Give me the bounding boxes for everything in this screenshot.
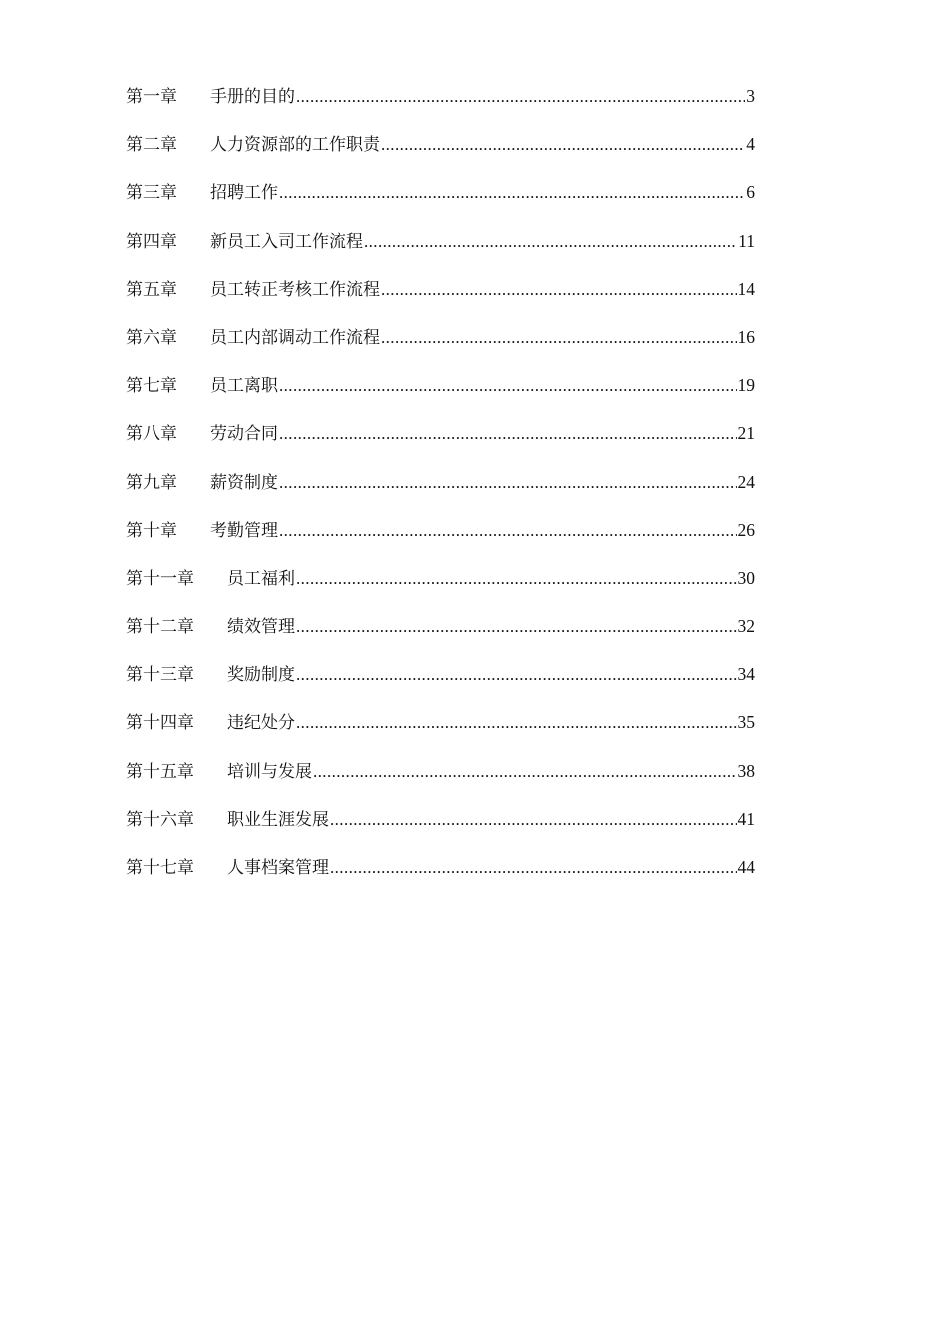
toc-page-number: 35 [737,712,755,733]
toc-dot-leader [296,663,737,687]
toc-chapter-title: 考勤管理 [210,520,278,541]
toc-chapter-title: 薪资制度 [210,472,278,493]
toc-chapter-title: 职业生涯发展 [227,809,329,830]
toc-entry[interactable] [126,325,755,373]
toc-chapter-title: 员工福利 [227,568,295,589]
toc-chapter-title: 招聘工作 [210,183,278,204]
toc-chapter-title: 人事档案管理 [227,858,329,878]
toc-chapter-title: 员工离职 [210,376,278,397]
toc-page-number: 19 [737,375,755,396]
toc-dot-leader [279,471,737,495]
toc-entry[interactable] [126,855,755,903]
toc-entry[interactable] [126,710,755,758]
toc-page-number: 6 [746,182,755,203]
toc-dot-leader [364,230,737,254]
toc-dot-leader [296,567,737,591]
toc-chapter-number: 第十六章 [126,809,194,830]
toc-chapter-title: 新员工入司工作流程 [210,231,363,252]
toc-dot-leader [279,519,737,543]
toc-chapter-number: 第八章 [126,424,177,445]
toc-chapter-number: 第十四章 [126,713,194,734]
table-of-contents [126,84,755,903]
toc-chapter-number: 第四章 [126,231,177,252]
toc-entry[interactable] [126,373,755,421]
toc-page-number: 34 [737,664,755,685]
toc-chapter-number: 第十五章 [126,761,194,782]
toc-dot-leader [330,808,737,832]
toc-entry[interactable] [126,132,755,180]
toc-chapter-title: 人力资源部的工作职责 [210,135,380,156]
toc-chapter-number: 第十二章 [126,617,194,638]
toc-chapter-title: 培训与发展 [227,761,312,782]
toc-chapter-number: 第十三章 [126,665,194,686]
toc-chapter-title: 奖励制度 [227,665,295,686]
toc-chapter-number: 第九章 [126,472,177,493]
toc-page-number: 26 [737,519,755,540]
toc-page-number: 41 [737,808,755,829]
toc-dot-leader [381,326,737,350]
toc-page-number: 3 [746,86,755,106]
toc-chapter-title: 手册的目的 [210,87,295,107]
toc-entry[interactable] [126,277,755,325]
toc-chapter-number: 第三章 [126,183,177,204]
toc-chapter-number: 第七章 [126,376,177,397]
toc-dot-leader [381,133,745,157]
toc-chapter-number: 第十一章 [126,568,194,589]
toc-dot-leader [313,760,737,784]
toc-chapter-number: 第二章 [126,135,177,156]
toc-entry[interactable] [126,84,755,132]
toc-page-number: 21 [737,423,755,444]
toc-dot-leader [381,278,737,302]
toc-entry[interactable] [126,180,755,228]
toc-dot-leader [296,711,737,735]
toc-entry[interactable] [126,807,755,855]
toc-entry[interactable] [126,421,755,469]
toc-dot-leader [279,374,737,398]
toc-chapter-number: 第五章 [126,279,177,300]
toc-chapter-number: 第十七章 [126,858,194,878]
toc-dot-leader [296,615,737,639]
toc-entry[interactable] [126,470,755,518]
toc-page-number: 24 [737,471,755,492]
toc-chapter-title: 员工转正考核工作流程 [210,279,380,300]
toc-page-number: 38 [737,760,755,781]
toc-page-number: 11 [738,230,755,251]
toc-page-number: 32 [737,616,755,637]
toc-entry[interactable] [126,518,755,566]
toc-chapter-title: 劳动合同 [210,424,278,445]
toc-chapter-title: 员工内部调动工作流程 [210,327,380,348]
toc-entry[interactable] [126,566,755,614]
toc-entry[interactable] [126,759,755,807]
toc-chapter-number: 第十章 [126,520,177,541]
toc-dot-leader [279,422,737,446]
toc-entry[interactable] [126,662,755,710]
toc-chapter-title: 绩效管理 [227,617,295,638]
toc-entry[interactable] [126,229,755,277]
toc-dot-leader [296,85,745,109]
toc-chapter-number: 第六章 [126,327,177,348]
toc-chapter-title: 违纪处分 [227,713,295,734]
toc-chapter-number: 第一章 [126,87,177,107]
toc-dot-leader [279,181,745,205]
toc-page-number: 30 [737,567,755,588]
toc-dot-leader [330,856,737,880]
toc-page-number: 44 [737,857,755,877]
toc-page-number: 14 [737,278,755,299]
toc-page-number: 16 [737,326,755,347]
toc-page-number: 4 [746,134,755,155]
toc-entry[interactable] [126,614,755,662]
